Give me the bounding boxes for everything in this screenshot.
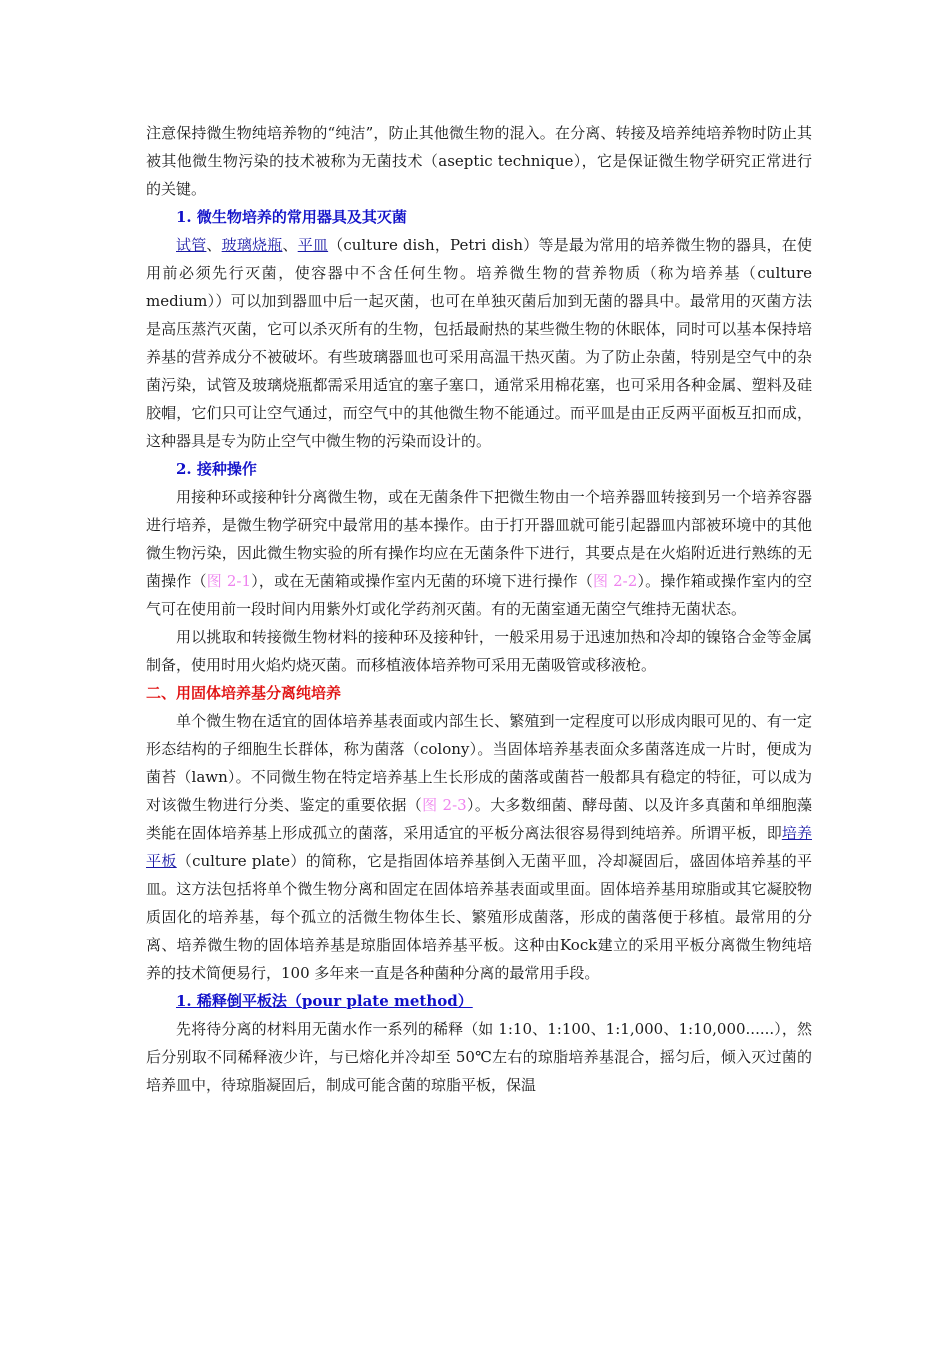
link-glass-flask[interactable]: 玻璃烧瓶 bbox=[221, 236, 283, 254]
paragraph-text: （culture plate）的简称，它是指固体培养基倒入无菌平皿，冷却凝固后，盛固体培养基的平皿。这方法包括将单个微生物分离和固定在固体培养基表面或里面。固体培养基用琼脂或其它凝胶物质固化的培养基，每个孤立的活微生物体生长、繁殖形成菌落，形成的菌落便于移植。最常用的分离、培养微生物的固体培养基是琼脂固体培养基平板。这种由Kock建立的采用平板分离微生物纯培养的技术简便易行，100 多年来一直是各种菌种分离的最常用手段。 bbox=[146, 852, 812, 982]
paragraph-text: ）。大多数细菌、酵母菌、以及许多真菌和单细胞藻类能在固体培养基上形成孤立的菌落，采用适宜的平板分离法很容易得到纯培养。所谓平板，即 bbox=[146, 796, 812, 842]
paragraph-text: 单个微生物在适宜的固体培养基表面或内部生长、繁殖到一定程度可以形成肉眼可见的、有一定形态结构的子细胞生长群体，称为菌落（colony）。当固体培养基表面众多菌落连成一片时，便成为菌苔（lawn）。不同微生物在特定培养基上生长形成的菌落或菌苔一般都具有稳定的特征，可以成为对该微生物进行分类、鉴定的重要依据（ bbox=[146, 712, 812, 814]
paragraph-aseptic-intro: 注意保持微生物纯培养物的“纯洁”，防止其他微生物的混入。在分离、转接及培养纯培养物时防止其被其他微生物污染的技术被称为无菌技术（aseptic technique），它是保证微生物学研究正常进行的关键。 bbox=[146, 124, 812, 198]
separator: 、 bbox=[206, 236, 222, 254]
paragraph-instruments bbox=[146, 231, 812, 455]
link-petri-dish[interactable]: 平皿 bbox=[297, 236, 329, 254]
separator: 、 bbox=[282, 236, 298, 254]
document-page bbox=[146, 119, 812, 1099]
link-culture-plate[interactable]: 培养平板 bbox=[146, 824, 812, 870]
paragraph-inoculation-loop: 用以挑取和转接微生物材料的接种环及接种针，一般采用易于迅速加热和冷却的镍铬合金等金属制备，使用时用火焰灼烧灭菌。而移植液体培养物可采用无菌吸管或移液枪。 bbox=[146, 628, 812, 674]
paragraph-colony bbox=[146, 707, 812, 987]
section-heading-inoculation: 2. 接种操作 bbox=[176, 460, 257, 478]
figure-ref-2-2[interactable]: 图 2-2 bbox=[592, 572, 638, 590]
chapter-heading-solid-media: 二、用固体培养基分离纯培养 bbox=[146, 684, 342, 702]
heading-text: 1. 稀释倒平板法（pour plate method） bbox=[176, 992, 473, 1010]
paragraph-text: ），或在无菌箱或操作室内无菌的环境下进行操作（ bbox=[251, 572, 593, 590]
paragraph-pour-plate: 先将待分离的材料用无菌水作一系列的稀释（如 1:10、1:100、1:1,000、1:10,000......），然后分别取不同稀释液少许，与已熔化并冷却至 50℃左右的琼脂培养基混合，摇匀后，倾入灭过菌的培养皿中，待琼脂凝固后，制成可能含菌的琼脂平板，保温 bbox=[146, 1020, 812, 1094]
paragraph-inoculation bbox=[146, 483, 812, 623]
figure-ref-2-3[interactable]: 图 2-3 bbox=[422, 796, 467, 814]
figure-ref-2-1[interactable]: 图 2-1 bbox=[206, 572, 252, 590]
link-test-tube[interactable]: 试管 bbox=[176, 236, 207, 254]
paragraph-text: 用接种环或接种针分离微生物，或在无菌条件下把微生物由一个培养器皿转接到另一个培养容器进行培养，是微生物学研究中最常用的基本操作。由于打开器皿就可能引起器皿内部被环境中的其他微生物污染，因此微生物实验的所有操作均应在无菌条件下进行，其要点是在火焰附近进行熟练的无菌操作（ bbox=[146, 488, 812, 590]
section-heading-pour-plate bbox=[146, 987, 812, 1015]
paragraph-text: ）。操作箱或操作室内的空气可在使用前一段时间内用紫外灯或化学药剂灭菌。有的无菌室通无菌空气维持无菌状态。 bbox=[146, 572, 812, 618]
section-heading-instruments: 1. 微生物培养的常用器具及其灭菌 bbox=[176, 208, 407, 226]
paragraph-text: （culture dish，Petri dish）等是最为常用的培养微生物的器具，在使用前必须先行灭菌，使容器中不含任何生物。培养微生物的营养物质（称为培养基（culture medium））可以加到器皿中后一起灭菌，也可在单独灭菌后加到无菌的器具中。最常用的灭菌方法是高压蒸汽灭菌，它可以杀灭所有的生物，包括最耐热的某些微生物的休眠体，同时可以基本保持培养基的营养成分不被破坏。有些玻璃器皿也可采用高温干热灭菌。为了防止杂菌，特别是空气中的杂菌污染，试管及玻璃烧瓶都需采用适宜的塞子塞口，通常采用棉花塞，也可采用各种金属、塑料及硅胶帽，它们只可让空气通过，而空气中的其他微生物不能通过。而平皿是由正反两平面板互扣而成，这种器具是专为防止空气中微生物的污染而设计的。 bbox=[146, 236, 812, 450]
